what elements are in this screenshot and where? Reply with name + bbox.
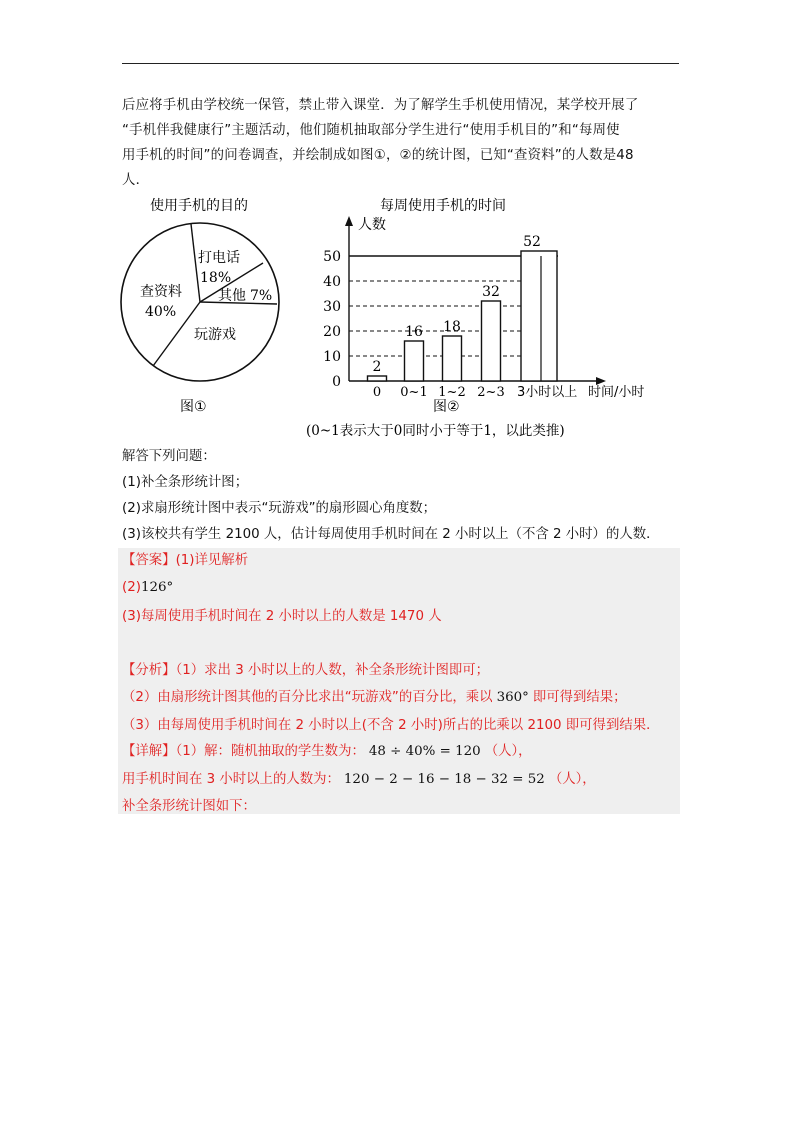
bar-3: [482, 301, 501, 381]
answer-line-1: [122, 551, 248, 571]
pie-value-phone: 18%: [200, 270, 232, 286]
detail-line-3: 补全条形统计图如下：: [122, 799, 256, 814]
detail-tag: 【详解】: [122, 744, 176, 759]
pie-value-research: 40%: [145, 304, 177, 320]
y-tick-0: 0: [332, 374, 341, 390]
bar-title: 每周使用手机的时间: [380, 198, 506, 214]
analysis-line-3: （3）由每周使用手机时间在 2 小时以上(不含 2 小时)所占的比乘以 2100 即可得到结果．: [122, 718, 660, 733]
answer-2-label: (2): [122, 580, 141, 595]
x-tick-2: 1~2: [438, 385, 466, 400]
bar-caption: 图②: [433, 399, 460, 415]
detail-2-math: 120 − 2 − 16 − 18 − 32 = 52: [343, 772, 545, 787]
bar-4: [521, 251, 557, 381]
x-tick-0: 0: [372, 385, 382, 400]
bar-chart: [323, 216, 644, 400]
y-tick-40: 40: [323, 274, 341, 290]
answer-3: (3)每周使用手机时间在 2 小时以上的人数是 1470 人: [122, 609, 442, 624]
question-2: (2)求扇形统计图中表示“玩游戏”的扇形圆心角度数；: [122, 501, 437, 516]
pie-label-phone: 打电话: [198, 250, 240, 266]
pie-value-other: 7%: [250, 288, 273, 304]
x-axis-label: 时间/小时: [588, 385, 645, 400]
answer-2-value: 126°: [140, 580, 174, 595]
bar-value-label-4: 52: [523, 234, 541, 250]
detail-line-2: [122, 770, 596, 790]
questions-intro: 解答下列问题：: [122, 449, 216, 464]
bar-note: (0~1表示大于0同时小于等于1，以此类推): [306, 423, 565, 439]
analysis-2b: 即可得到结果；: [532, 690, 627, 705]
answer-tag: 【答案】: [122, 553, 176, 568]
bar-value-label-1: 16: [405, 324, 423, 340]
x-tick-4: 3小时以上: [517, 385, 578, 400]
intro-line-2: “手机伴我健康行”主题活动，他们随机抽取部分学生进行“使用手机目的”和“每周使: [122, 123, 620, 138]
bar-0: [368, 376, 387, 381]
pie-chart: [121, 223, 279, 381]
intro-line-1: 后应将手机由学校统一保管，禁止带入课堂．为了解学生手机使用情况，某学校开展了: [122, 98, 639, 113]
analysis-2a: （2）由扇形统计图其他的百分比求出“玩游戏”的百分比，乘以: [122, 690, 493, 705]
x-axis-arrow: [596, 377, 606, 385]
question-3: (3)该校共有学生 2100 人，估计每周使用手机时间在 2 小时以上（不含 2 小时）的人数．: [122, 527, 660, 542]
x-tick-1: 0~1: [400, 385, 428, 400]
detail-1b: （人），: [484, 744, 532, 759]
y-tick-50: 50: [323, 249, 341, 265]
intro-line-4: 人．: [122, 173, 150, 188]
detail-1a: （1）解：随机抽取的学生数为：: [175, 744, 365, 759]
analysis-line-2: [122, 688, 627, 708]
detail-2b: （人），: [548, 772, 596, 787]
figures: [0, 0, 800, 460]
pie-label-game: 玩游戏: [194, 327, 236, 343]
bar-value-label-0: 2: [372, 359, 382, 375]
pie-label-other: 其他: [218, 288, 246, 304]
analysis-1: （1）求出 3 小时以上的人数，补全条形统计图即可；: [175, 663, 490, 678]
detail-1-math: 48 ÷ 40% = 120: [368, 744, 481, 759]
x-tick-3: 2~3: [477, 385, 505, 400]
y-tick-30: 30: [323, 299, 341, 315]
detail-2a: 用手机时间在 3 小时以上的人数为：: [122, 772, 340, 787]
answer-line-2: [122, 578, 173, 598]
detail-line-1: [122, 742, 532, 762]
analysis-line-1: [122, 661, 489, 681]
analysis-tag: 【分析】: [122, 663, 176, 678]
y-axis-arrow: [345, 216, 353, 226]
pie-label-research: 查资料: [140, 284, 182, 300]
y-tick-10: 10: [323, 349, 341, 365]
analysis-2-math: 360°: [496, 690, 529, 705]
y-tick-20: 20: [323, 324, 341, 340]
bar-1: [405, 341, 424, 381]
answer-1: (1)详见解析: [175, 553, 249, 568]
intro-line-3: 用手机的时间”的问卷调查，并绘制成如图①，②的统计图，已知“查资料”的人数是48: [122, 148, 634, 163]
y-axis-label: 人数: [358, 217, 386, 233]
pie-caption: 图①: [180, 399, 207, 415]
bar-value-label-2: 18: [443, 319, 461, 335]
bar-value-label-3: 32: [482, 284, 500, 300]
pie-title: 使用手机的目的: [150, 198, 248, 214]
question-1: (1)补全条形统计图；: [122, 475, 249, 490]
bar-2: [443, 336, 462, 381]
